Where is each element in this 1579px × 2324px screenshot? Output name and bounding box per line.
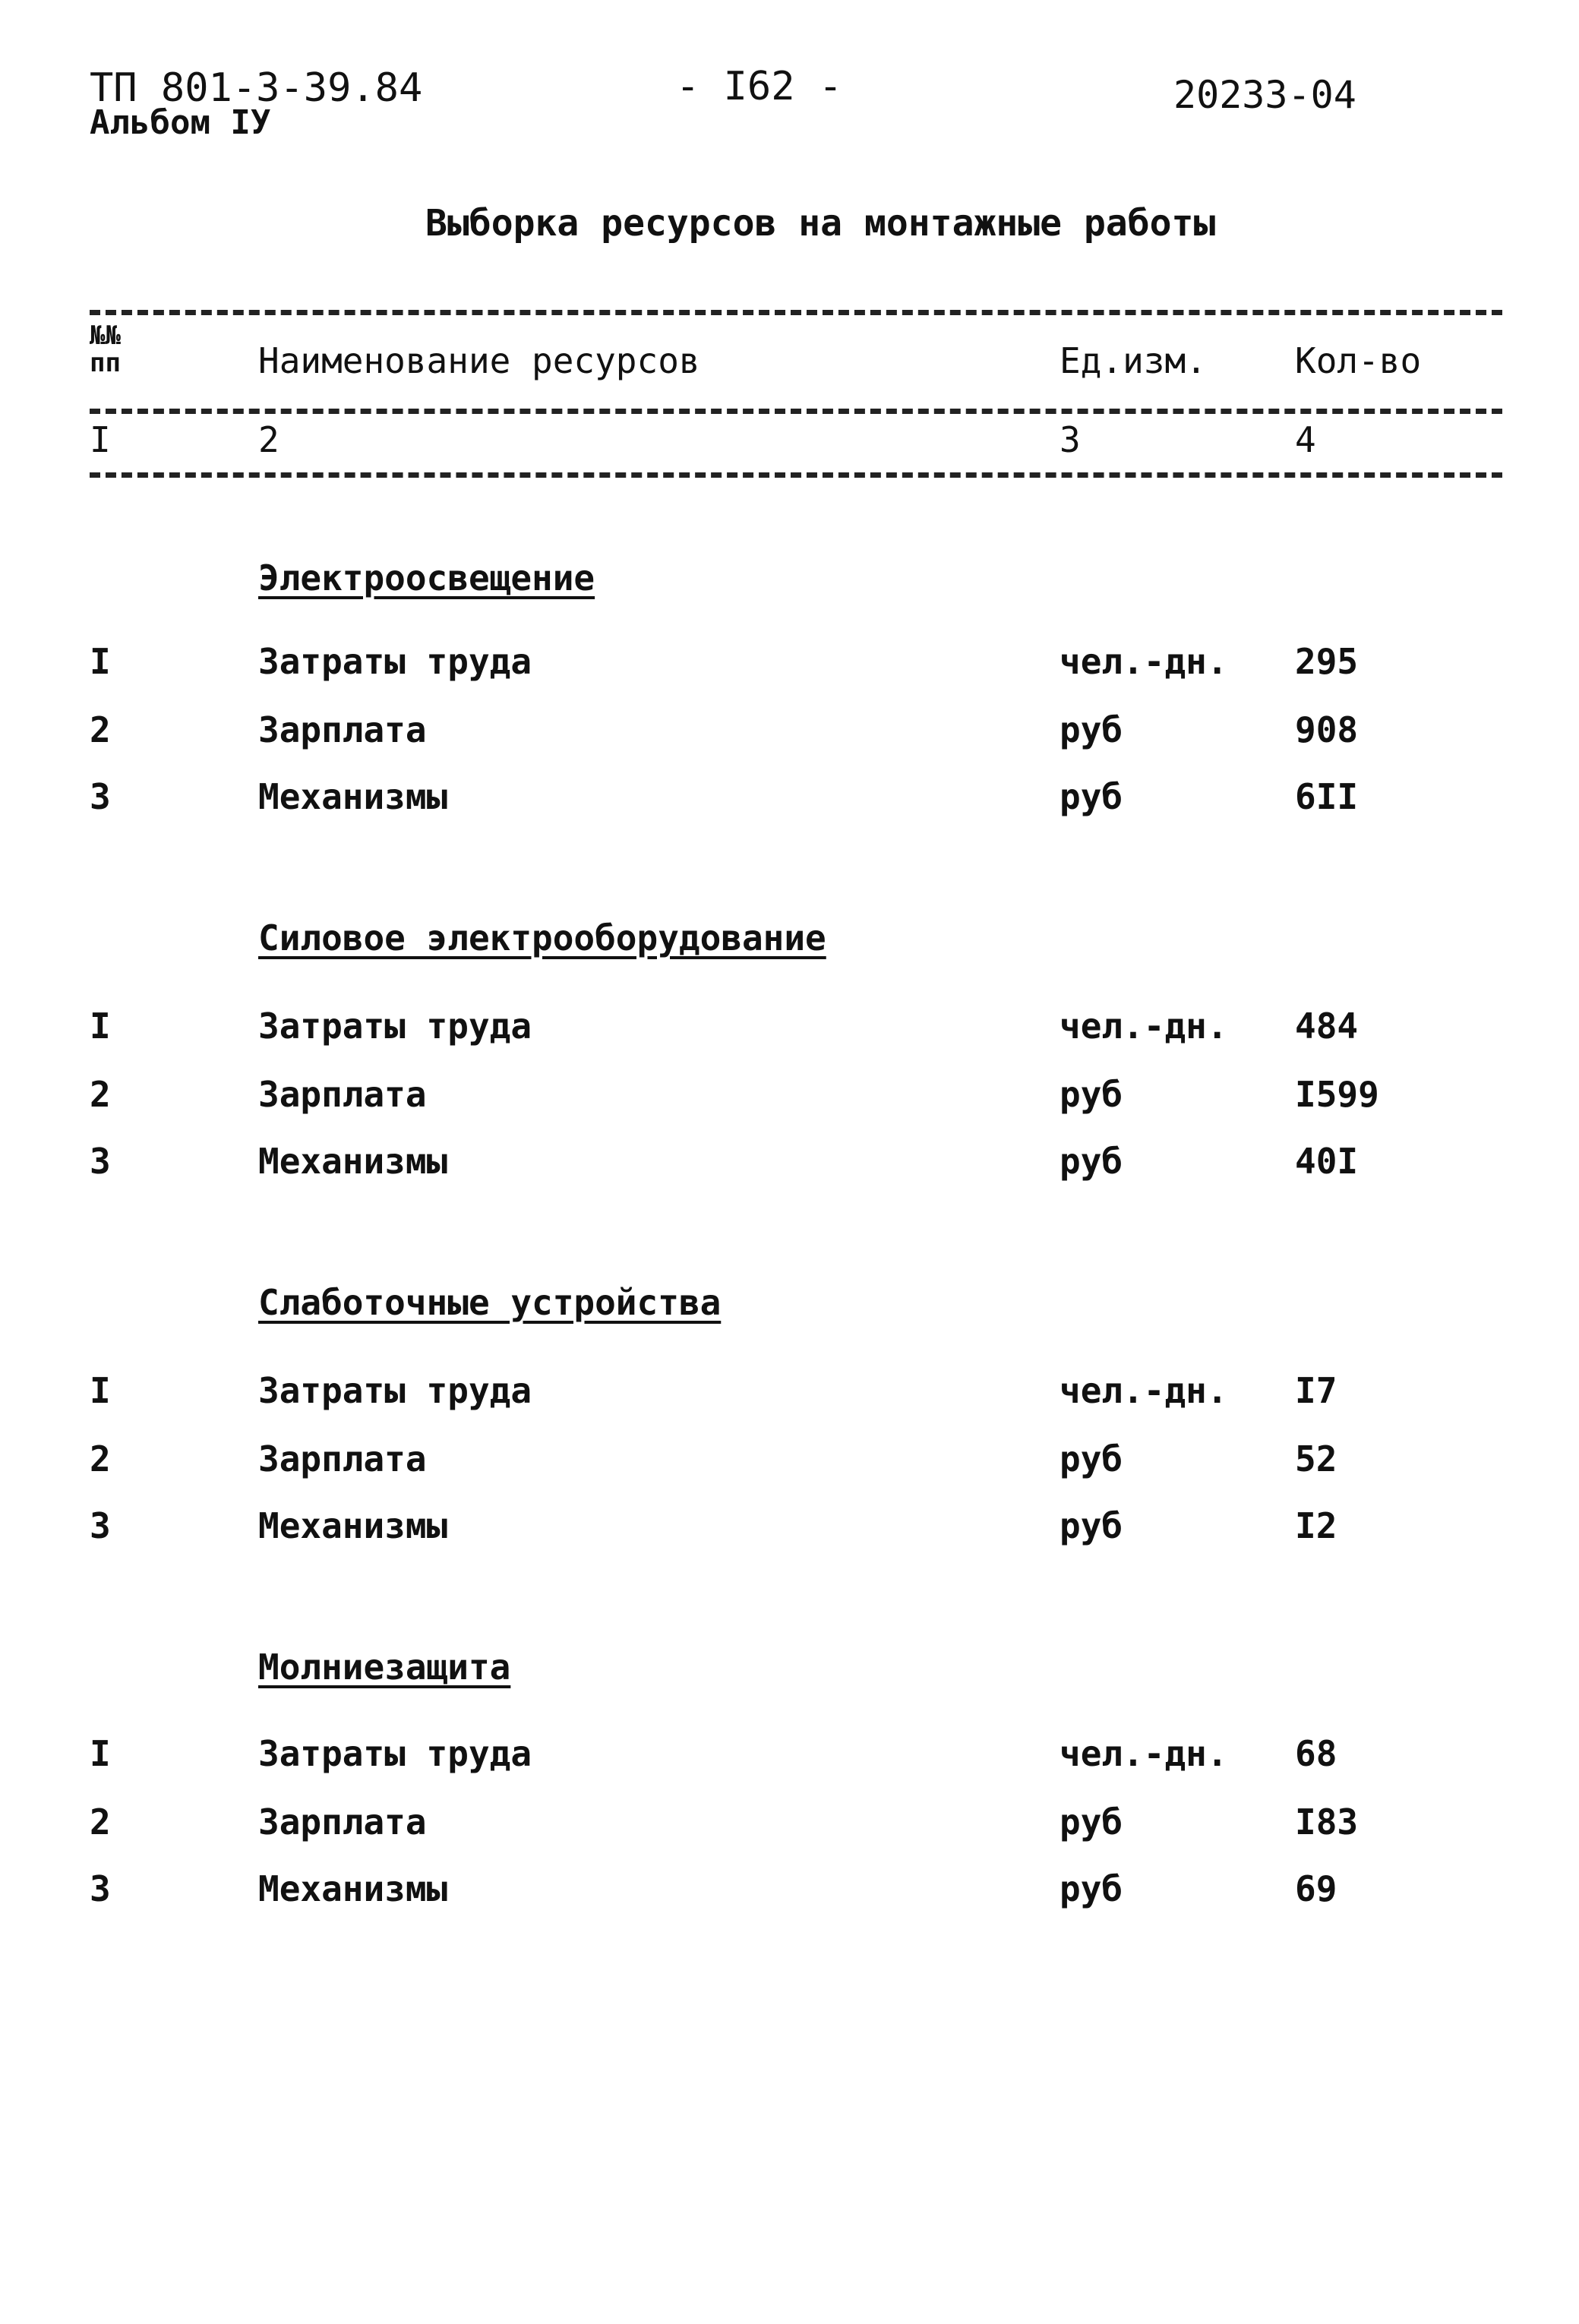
row-quantity: 68 <box>1295 1733 1337 1774</box>
table-row <box>0 1006 1579 1054</box>
row-quantity: 295 <box>1295 641 1359 682</box>
row-unit: чел.-дн. <box>1060 1006 1228 1047</box>
document-code: ТП 801-3-39.84 <box>90 65 423 111</box>
row-number: 2 <box>90 1801 111 1842</box>
row-number: 2 <box>90 1438 111 1479</box>
album-label: Альбом IУ <box>90 103 271 142</box>
header-quantity: Кол-во <box>1295 340 1422 381</box>
row-unit: руб <box>1060 1141 1123 1182</box>
row-quantity: I2 <box>1295 1505 1337 1546</box>
row-unit: чел.-дн. <box>1060 1733 1228 1774</box>
row-resource-name: Затраты труда <box>258 1370 532 1411</box>
row-unit: чел.-дн. <box>1060 1370 1228 1411</box>
table-row <box>0 1733 1579 1782</box>
header-resource-name: Наименование ресурсов <box>258 340 700 381</box>
row-unit: руб <box>1060 1438 1123 1479</box>
row-resource-name: Зарплата <box>258 1074 427 1115</box>
table-row <box>0 1141 1579 1189</box>
table-row <box>0 1074 1579 1123</box>
row-resource-name: Механизмы <box>258 776 448 817</box>
row-number: 3 <box>90 1505 111 1546</box>
row-unit: руб <box>1060 1505 1123 1546</box>
header-number: №№ пп <box>90 320 121 378</box>
column-number-3: 3 <box>1060 419 1081 460</box>
table-row <box>0 776 1579 825</box>
section-title: Молниезащита <box>258 1647 511 1688</box>
row-number: 3 <box>90 1868 111 1909</box>
row-unit: руб <box>1060 1074 1123 1115</box>
row-resource-name: Зарплата <box>258 1801 427 1842</box>
row-resource-name: Затраты труда <box>258 1006 532 1047</box>
row-number: 3 <box>90 1141 111 1182</box>
table-row <box>0 709 1579 758</box>
table-row <box>0 1801 1579 1850</box>
row-number: 2 <box>90 1074 111 1115</box>
table-row <box>0 1438 1579 1487</box>
row-number: I <box>90 1370 111 1411</box>
row-unit: чел.-дн. <box>1060 641 1228 682</box>
table-top-rule <box>90 310 1502 315</box>
row-resource-name: Механизмы <box>258 1868 448 1909</box>
row-resource-name: Зарплата <box>258 709 427 750</box>
row-unit: руб <box>1060 1801 1123 1842</box>
row-resource-name: Механизмы <box>258 1505 448 1546</box>
table-row <box>0 641 1579 690</box>
row-number: I <box>90 1006 111 1047</box>
document-title: Выборка ресурсов на монтажные работы <box>425 202 1216 245</box>
table-header-bottom-rule <box>90 472 1502 478</box>
column-number-2: 2 <box>258 419 279 460</box>
table-row <box>0 1868 1579 1917</box>
row-resource-name: Механизмы <box>258 1141 448 1182</box>
row-quantity: 69 <box>1295 1868 1337 1909</box>
table-row <box>0 1505 1579 1554</box>
header-divider-rule <box>90 409 1502 414</box>
document-number: 20233-04 <box>1173 73 1356 117</box>
section-title: Силовое электрооборудование <box>258 917 826 958</box>
row-unit: руб <box>1060 776 1123 817</box>
row-number: 2 <box>90 709 111 750</box>
row-resource-name: Затраты труда <box>258 641 532 682</box>
row-unit: руб <box>1060 709 1123 750</box>
page-number: - I62 - <box>676 64 843 109</box>
row-quantity: 908 <box>1295 709 1359 750</box>
row-number: I <box>90 1733 111 1774</box>
row-resource-name: Зарплата <box>258 1438 427 1479</box>
row-quantity: 484 <box>1295 1006 1359 1047</box>
row-quantity: 52 <box>1295 1438 1337 1479</box>
row-quantity: 6II <box>1295 776 1359 817</box>
row-quantity: I599 <box>1295 1074 1379 1115</box>
row-quantity: 40I <box>1295 1141 1359 1182</box>
header-unit: Ед.изм. <box>1060 340 1207 381</box>
section-title: Электроосвещение <box>258 557 595 598</box>
column-number-4: 4 <box>1295 419 1316 460</box>
section-title: Слаботочные устройства <box>258 1282 722 1323</box>
column-number-1: I <box>90 419 111 460</box>
row-unit: руб <box>1060 1868 1123 1909</box>
row-quantity: I83 <box>1295 1801 1359 1842</box>
row-quantity: I7 <box>1295 1370 1337 1411</box>
table-row <box>0 1370 1579 1419</box>
row-number: 3 <box>90 776 111 817</box>
row-number: I <box>90 641 111 682</box>
row-resource-name: Затраты труда <box>258 1733 532 1774</box>
